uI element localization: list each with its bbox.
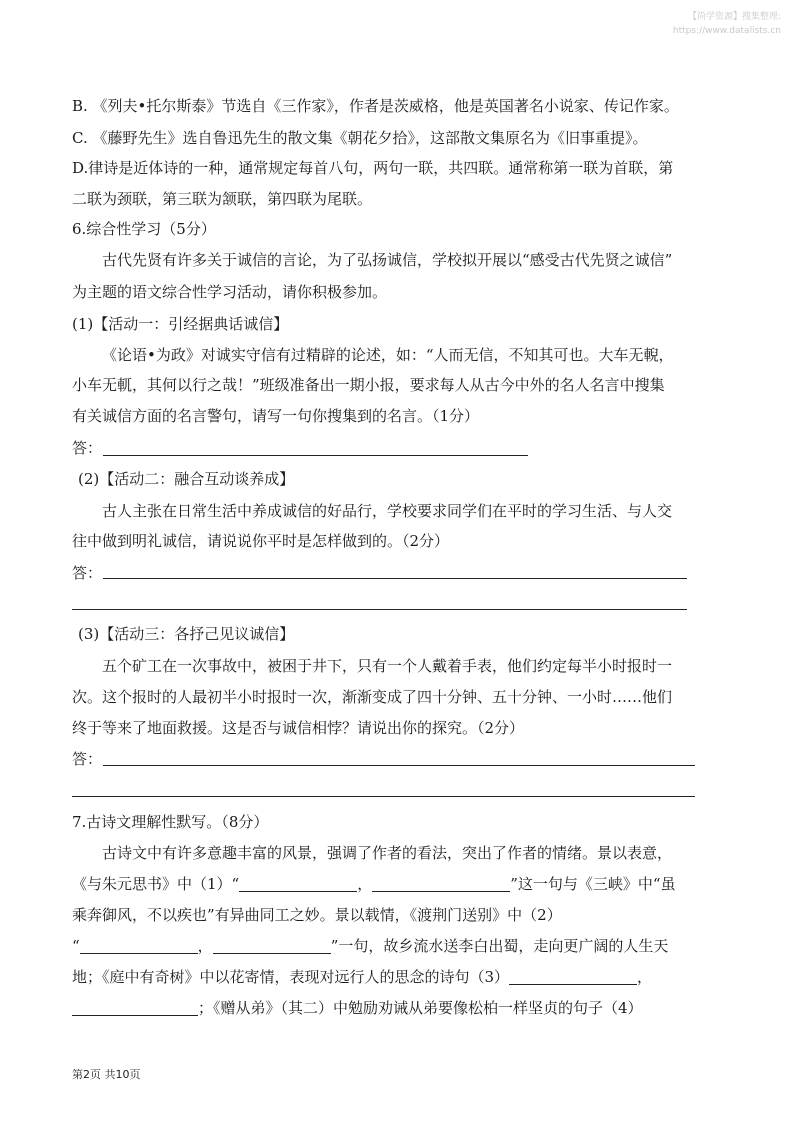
q7-line-2-part-b: ， xyxy=(357,875,373,893)
option-d-line-1: D.律诗是近体诗的一种，通常规定每首八句，两句一联，共四联。通常称第一联为首联，第 xyxy=(72,159,674,177)
blank-3b[interactable] xyxy=(72,995,198,1016)
page-footer: 第2页 共10页 xyxy=(72,1068,141,1081)
q7-line-6 xyxy=(72,994,722,1022)
question-7-title: 7.古诗文理解性默写。（8分） xyxy=(72,813,269,831)
activity-1-answer-line[interactable] xyxy=(103,455,528,456)
activity-1-answer-label: 答： xyxy=(72,439,103,457)
blank-2b[interactable] xyxy=(213,933,331,954)
blank-1a[interactable] xyxy=(239,871,357,892)
activity-3-text-1: 五个矿工在一次事故中，被困于井下，只有一个人戴着手表，他们约定每半小时报时一 xyxy=(102,657,673,675)
activity-2-answer-line-1[interactable] xyxy=(103,578,687,579)
q7-line-4 xyxy=(72,932,722,960)
q7-line-3: 乘奔御风，不以疾也”有异曲同工之妙。景以载情，《渡荆门送别》中（2） xyxy=(72,906,562,924)
blank-2a[interactable] xyxy=(80,933,198,954)
activity-3-answer-line-2[interactable] xyxy=(72,796,695,797)
activity-2-title: (2)【活动二：融合互动谈养成】 xyxy=(78,470,295,488)
activity-3-answer-label: 答： xyxy=(72,750,103,768)
activity-3-answer-line-1[interactable] xyxy=(103,765,695,766)
option-d-line-2: 二联为颈联，第三联为颔联，第四联为尾联。 xyxy=(72,190,373,208)
q7-line-4-part-b: ， xyxy=(197,937,213,955)
q7-line-5 xyxy=(72,963,722,991)
q7-line-5-part-b: ， xyxy=(637,968,653,986)
q7-line-2-part-a: 《与朱元思书》中（1）“ xyxy=(72,875,240,893)
blank-1b[interactable] xyxy=(372,871,510,892)
watermark xyxy=(521,10,781,38)
activity-1-text-2: 小车无軏，其何以行之哉！”班级准备出一期小报，要求每人从古今中外的名人名言中搜集 xyxy=(72,376,665,394)
activity-1-text-1: 《论语•为政》对诚实守信有过精辟的论述，如：“人而无信，不知其可也。大车无輗， xyxy=(102,346,674,364)
watermark-line-1: 【尚学资源】搜集整理: xyxy=(687,12,781,22)
q6-intro-line-1: 古代先贤有许多关于诚信的言论，为了弘扬诚信，学校拟开展以“感受古代先贤之诚信” xyxy=(102,251,673,269)
q7-line-2 xyxy=(72,870,722,898)
activity-3-text-3: 终于等来了地面救援。这是否与诚信相悖？请说出你的探究。（2分） xyxy=(72,719,525,737)
activity-2-text-2: 往中做到明礼诚信，请说说你平时是怎样做到的。（2分） xyxy=(72,532,450,550)
activity-2-text-1: 古人主张在日常生活中养成诚信的好品行，学校要求同学们在平时的学习生活、与人交 xyxy=(102,502,673,520)
watermark-line-2: https://www.datalists.cn xyxy=(672,26,781,36)
q7-line-6-text: ；《赠从弟》（其二）中勉励劝诫从弟要像松柏一样坚贞的句子（4） xyxy=(198,999,643,1017)
q7-line-4-part-a: “ xyxy=(72,937,80,955)
activity-1-title: (1)【活动一：引经据典话诚信】 xyxy=(72,315,289,333)
blank-3a[interactable] xyxy=(509,964,637,985)
q7-line-4-part-c: ”一句，故乡流水送李白出蜀，走向更广阔的人生天 xyxy=(330,937,669,955)
q7-text-1: 古诗文中有许多意趣丰富的风景，强调了作者的看法，突出了作者的情绪。景以表意， xyxy=(102,844,673,862)
q7-line-5-part-a: 地；《庭中有奇树》中以花寄情，表现对远行人的思念的诗句（3） xyxy=(72,968,510,986)
q7-line-2-part-c: ”这一句与《三峡》中“虽 xyxy=(510,875,676,893)
activity-2-answer-line-2[interactable] xyxy=(72,609,687,610)
activity-1-text-3: 有关诚信方面的名言警句，请写一句你搜集到的名言。（1分） xyxy=(72,407,480,425)
option-c: C. 《藤野先生》选自鲁迅先生的散文集《朝花夕拾》，这部散文集原名为《旧事重提》。 xyxy=(72,129,648,147)
option-b: B. 《列夫•托尔斯泰》节选自《三作家》，作者是茨威格，他是英国著名小说家、传记作家。 xyxy=(72,97,679,115)
question-6-title: 6.综合性学习（5分） xyxy=(72,220,216,238)
activity-2-answer-label: 答： xyxy=(72,564,103,582)
activity-3-text-2: 次。这个报时的人最初半小时报时一次，渐渐变成了四十分钟、五十分钟、一小时……他们 xyxy=(72,688,673,706)
q6-intro-line-2: 为主题的语文综合性学习活动，请你积极参加。 xyxy=(72,283,388,301)
activity-3-title: (3)【活动三：各抒己见议诚信】 xyxy=(78,625,295,643)
